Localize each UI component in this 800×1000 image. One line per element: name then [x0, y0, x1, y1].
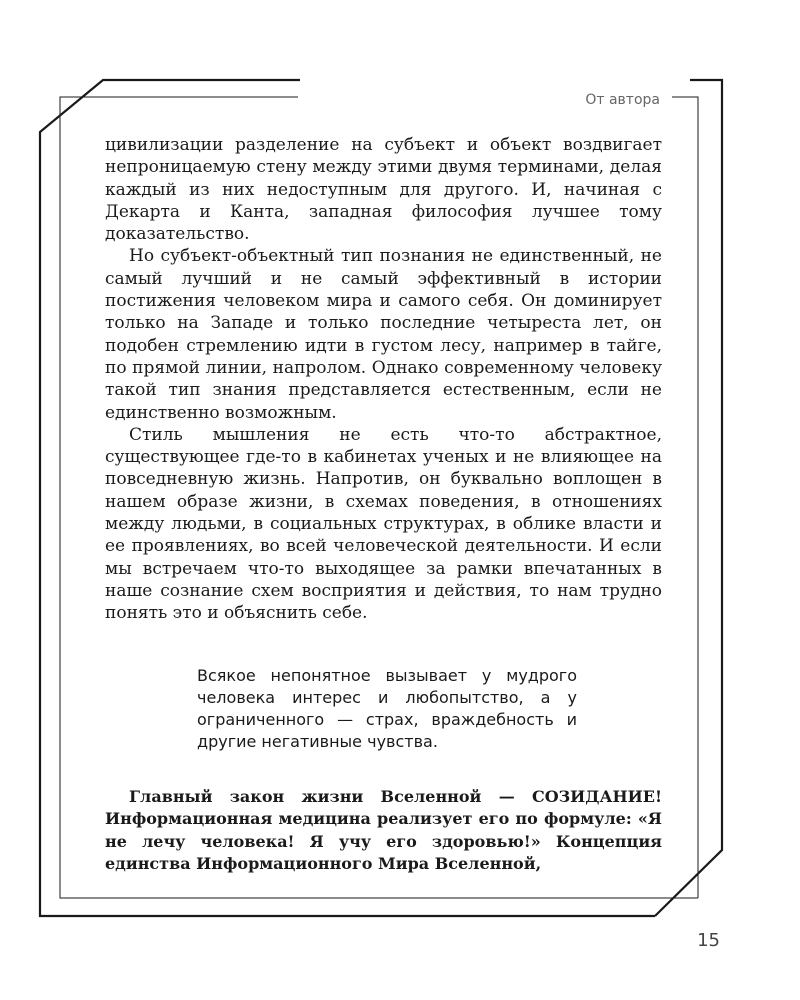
paragraph: Стиль мышления не есть что-то абстрактное, существующее где-то в кабинетах ученых и не влияющее на повседневную жизнь. Напротив, он буквально воплощен в нашем образе жизни, в схемах поведения, в отношениях между людьми, в социальных структурах, в облике власти и ее проявлениях, во всей человеческой деятельности. И если мы встречаем что-то выходящее за рамки впечатанных в наше сознание схем восприятия и действия, то нам трудно понять это и объяснить себе.: [105, 424, 662, 624]
paragraph: цивилизации разделение на субъект и объект воздвигает непроницаемую стену между этими двумя терминами, делая каждый из них недоступным для другого. И, начиная с Декарта и Канта, западная философия лучшее тому доказательство.: [105, 135, 662, 245]
closing-text: Главный закон жизни Вселенной — СОЗИДАНИЕ! Информационная медицина реализует его по формуле: «Я не лечу человека! Я учу его здоровью!» Концепция единства Информационного Мира Вселенной,: [105, 787, 662, 873]
pull-quote: [197, 665, 577, 753]
inner-frame-right: [672, 97, 698, 898]
outer-frame-right: [655, 80, 722, 916]
running-header: От автора: [585, 92, 660, 108]
closing-paragraph: [105, 786, 662, 875]
page-number: 15: [697, 930, 720, 951]
main-text: [105, 134, 662, 625]
paragraph: Но субъект-объектный тип познания не единственный, не самый лучший и не самый эффективный в истории постижения человеком мира и самого себя. Он доминирует только на Западе и только последние четыреста лет, он подобен стремлению идти в густом лесу, например в тайге, по прямой линии, напролом. Однако современному человеку такой тип знания представляется естественным, если не единственно возможным.: [105, 246, 662, 423]
quote-text: Всякое непонятное вызывает у мудрого человека интерес и любопытство, а у ограниченного — страх, враждебность и другие негативные чувства.: [197, 666, 577, 751]
